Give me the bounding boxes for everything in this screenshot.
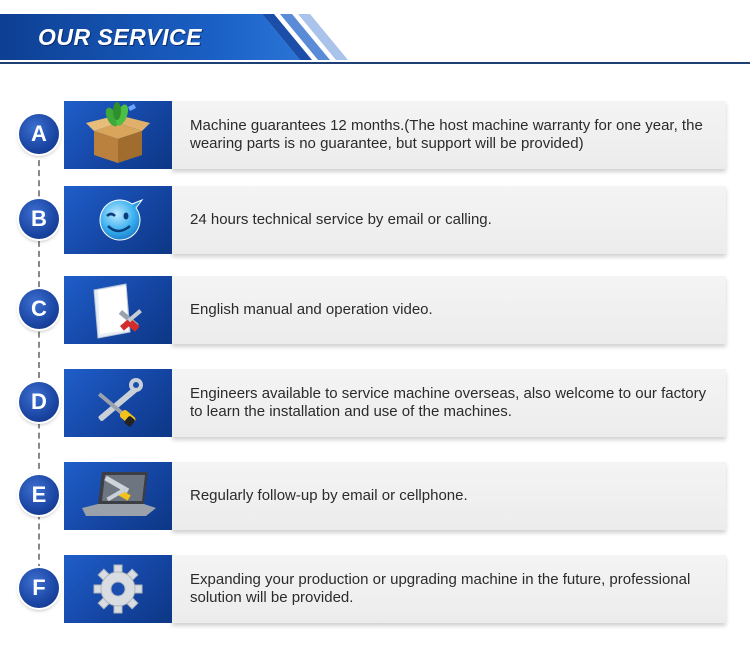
service-description-panel <box>172 186 726 254</box>
laptop-tools-icon <box>64 462 172 530</box>
service-icon-panel <box>64 276 172 344</box>
service-description: Engineers available to service machine overseas, also welcome to our factory to learn the installation and use of the machines. <box>190 385 707 420</box>
gear-icon <box>64 555 172 623</box>
service-letter-badge: D <box>19 382 59 422</box>
page-title: OUR SERVICE <box>38 24 202 50</box>
service-description: English manual and operation video. <box>190 301 433 318</box>
service-description-panel <box>172 101 726 169</box>
service-description: Machine guarantees 12 months.(The host machine warranty for one year, the wearing parts is no guarantee, but support will be provided) <box>190 117 703 152</box>
service-icon-panel <box>64 369 172 437</box>
service-icon-panel <box>64 101 172 169</box>
service-icon-panel <box>64 462 172 530</box>
manual-tools-icon <box>64 276 172 344</box>
service-letter-badge: E <box>19 475 59 515</box>
service-item-f <box>0 555 750 625</box>
service-description: Expanding your production or upgrading machine in the future, professional solution will be provided. <box>190 571 691 606</box>
service-item-c <box>0 276 750 346</box>
service-description-panel <box>172 369 726 437</box>
service-letter-badge: B <box>19 199 59 239</box>
service-description: Regularly follow-up by email or cellphone. <box>190 487 468 504</box>
service-item-b <box>0 186 750 256</box>
service-description: 24 hours technical service by email or calling. <box>190 211 492 228</box>
smiley-face-icon <box>64 186 172 254</box>
wrench-screwdriver-icon <box>64 369 172 437</box>
box-with-plants-icon <box>64 101 172 169</box>
service-description-panel <box>172 276 726 344</box>
service-icon-panel <box>64 186 172 254</box>
service-item-d <box>0 369 750 439</box>
service-description-panel <box>172 555 726 623</box>
service-letter-badge: A <box>19 114 59 154</box>
service-letter-badge: F <box>19 568 59 608</box>
service-item-e <box>0 462 750 532</box>
section-header <box>0 0 750 66</box>
service-letter-badge: C <box>19 289 59 329</box>
service-icon-panel <box>64 555 172 623</box>
service-item-a <box>0 101 750 171</box>
header-divider <box>0 62 750 64</box>
service-description-panel <box>172 462 726 530</box>
